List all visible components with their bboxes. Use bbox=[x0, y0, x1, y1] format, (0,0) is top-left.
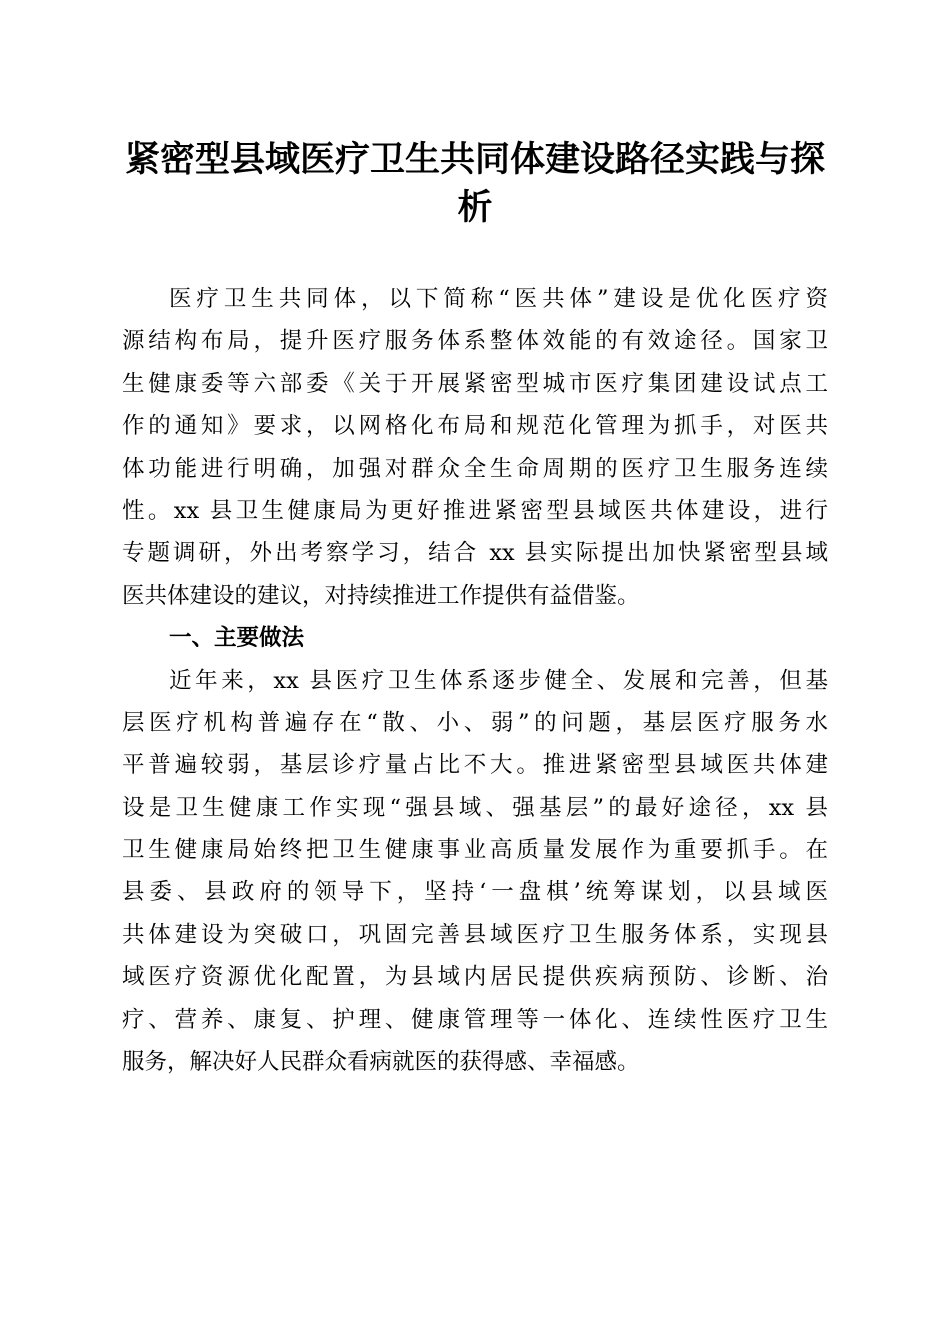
paragraph-line: 域医疗资源优化配置，为县域内居民提供疾病预防、诊断、治 bbox=[122, 964, 828, 991]
paragraph-line: 平普遍较弱，基层诊疗量占比不大。推进紧密型县域医共体建 bbox=[122, 752, 828, 779]
paragraph-line: 源结构布局，提升医疗服务体系整体效能的有效途径。国家卫 bbox=[122, 328, 828, 355]
paragraph-line: 层医疗机构普遍存在“散、小、弱”的问题，基层医疗服务水 bbox=[122, 709, 828, 736]
document-title bbox=[110, 136, 840, 232]
paragraph-line: 疗、营养、康复、护理、健康管理等一体化、连续性医疗卫生 bbox=[122, 1006, 828, 1033]
section-paragraph bbox=[122, 660, 828, 1084]
paragraph-line: 医疗卫生共同体，以下简称“医共体”建设是优化医疗资 bbox=[169, 286, 828, 312]
paragraph-line: 近年来，xx 县医疗卫生体系逐步健全、发展和完善，但基 bbox=[169, 667, 828, 694]
document-body bbox=[122, 278, 828, 1083]
paragraph-line: 医共体建设的建议，对持续推进工作提供有益借鉴。 bbox=[122, 582, 640, 609]
paragraph-line: 专题调研，外出考察学习，结合 xx 县实际提出加快紧密型县域 bbox=[122, 540, 828, 567]
paragraph-line: 共体建设为突破口，巩固完善县域医疗卫生服务体系，实现县 bbox=[122, 921, 828, 948]
paragraph-line: 性。xx 县卫生健康局为更好推进紧密型县域医共体建设，进行 bbox=[122, 497, 828, 524]
section-heading: 一、主要做法 bbox=[169, 625, 305, 652]
title-line-1: 紧密型县域医疗卫生共同体建设路径实践与探 bbox=[124, 139, 825, 180]
paragraph-line: 生健康委等六部委《关于开展紧密型城市医疗集团建设试点工 bbox=[122, 370, 828, 397]
paragraph-line: 设是卫生健康工作实现“强县域、强基层”的最好途径，xx 县 bbox=[122, 794, 828, 821]
paragraph-line: 作的通知》要求，以网格化布局和规范化管理为抓手，对医共 bbox=[122, 413, 828, 440]
paragraph-line: 服务，解决好人民群众看病就医的获得感、幸福感。 bbox=[122, 1049, 640, 1076]
intro-paragraph bbox=[122, 278, 828, 617]
paragraph-line: 县委、县政府的领导下，坚持‘一盘棋’统筹谋划，以县域医 bbox=[122, 879, 828, 906]
paragraph-line: 卫生健康局始终把卫生健康事业高质量发展作为重要抓手。在 bbox=[122, 837, 828, 864]
title-line-2: 析 bbox=[457, 187, 493, 228]
paragraph-line: 体功能进行明确，加强对群众全生命周期的医疗卫生服务连续 bbox=[122, 455, 828, 482]
